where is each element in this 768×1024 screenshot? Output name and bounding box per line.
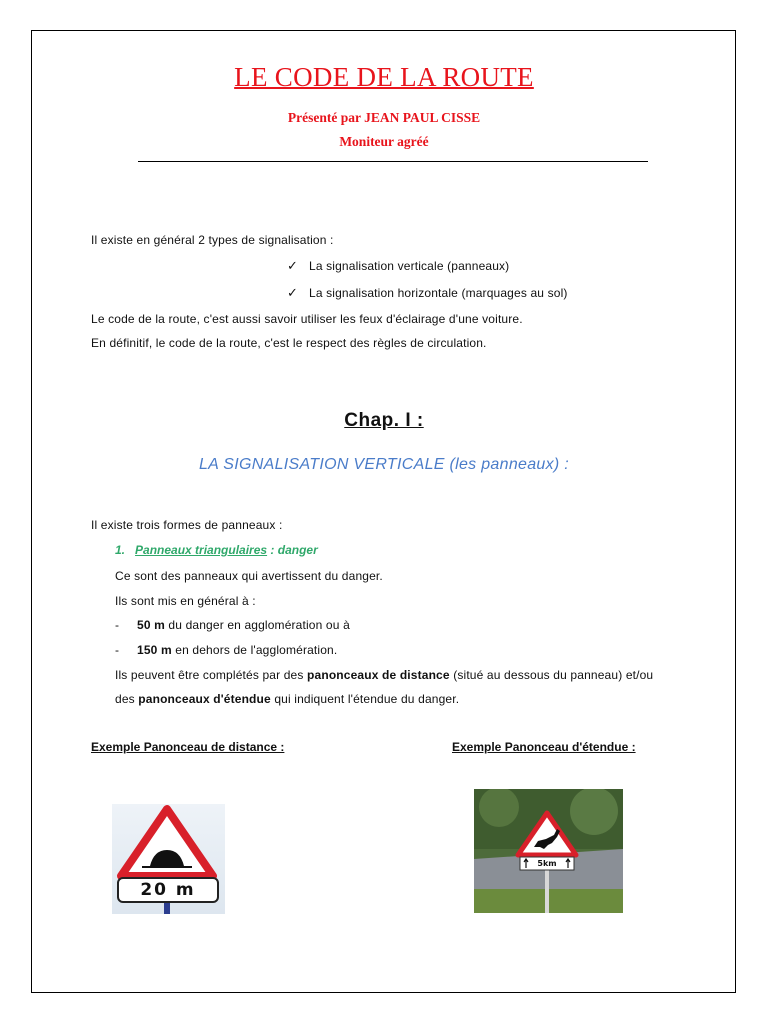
distance-plate-text: 20 m [140,880,196,900]
example-distance-label: Exemple Panonceau de distance : [91,740,285,754]
bullet-text: La signalisation horizontale (marquages au sol) [309,286,568,300]
example-extent-label: Exemple Panonceau d'étendue : [452,740,636,754]
section-heading: LA SIGNALISATION VERTICALE (les panneaux) : [198,456,570,473]
complement-line-2: des panonceaux d'étendue qui indiquent l'étendue du danger. [115,692,460,706]
chapter-heading: Chap. I : [344,410,424,431]
distance-150m: 150 m [137,643,172,657]
distance-sign-photo [112,804,225,914]
deer-crossing-sign-icon [474,789,623,913]
bullet-text: La signalisation verticale (panneaux) [309,259,510,273]
item-suffix: : danger [267,543,318,557]
checkmark-icon: ✓ [287,258,299,273]
distance-agglomeration: - 50 m du danger en agglomération ou à [115,618,350,632]
extent-plate-text: 5km [537,859,557,868]
presenter-role: Moniteur agréé [339,134,429,149]
item-number: 1. [115,543,126,557]
item-title: Panneaux triangulaires [135,543,268,557]
distance-50m: 50 m [137,618,165,632]
distance-outside: - 150 m en dehors de l'agglomération. [115,643,338,657]
intro-paragraph-conclusion: En définitif, le code de la route, c'est le respect des règles de circulation. [91,336,487,350]
placement-intro: Ils sont mis en général à : [115,594,256,608]
item-heading [115,543,318,557]
complement-line-1: Ils peuvent être complétés par des panonceaux de distance (situé au dessous du panneau) et/ou [115,668,654,682]
intro-paragraph-lights: Le code de la route, c'est aussi savoir utiliser les feux d'éclairage d'une voiture. [91,312,523,326]
checkmark-icon: ✓ [287,285,299,300]
document-title: LE CODE DE LA ROUTE [234,62,534,92]
intro-line: Il existe en général 2 types de signalisation : [91,233,334,247]
presenter-line: Présenté par JEAN PAUL CISSE [287,110,481,125]
header-divider [138,161,648,162]
bullet-horizontal [287,285,568,301]
forms-intro: Il existe trois formes de panneaux : [91,518,283,532]
danger-description: Ce sont des panneaux qui avertissent du danger. [115,569,383,583]
bullet-vertical [287,258,509,274]
extent-sign-photo [474,789,623,913]
